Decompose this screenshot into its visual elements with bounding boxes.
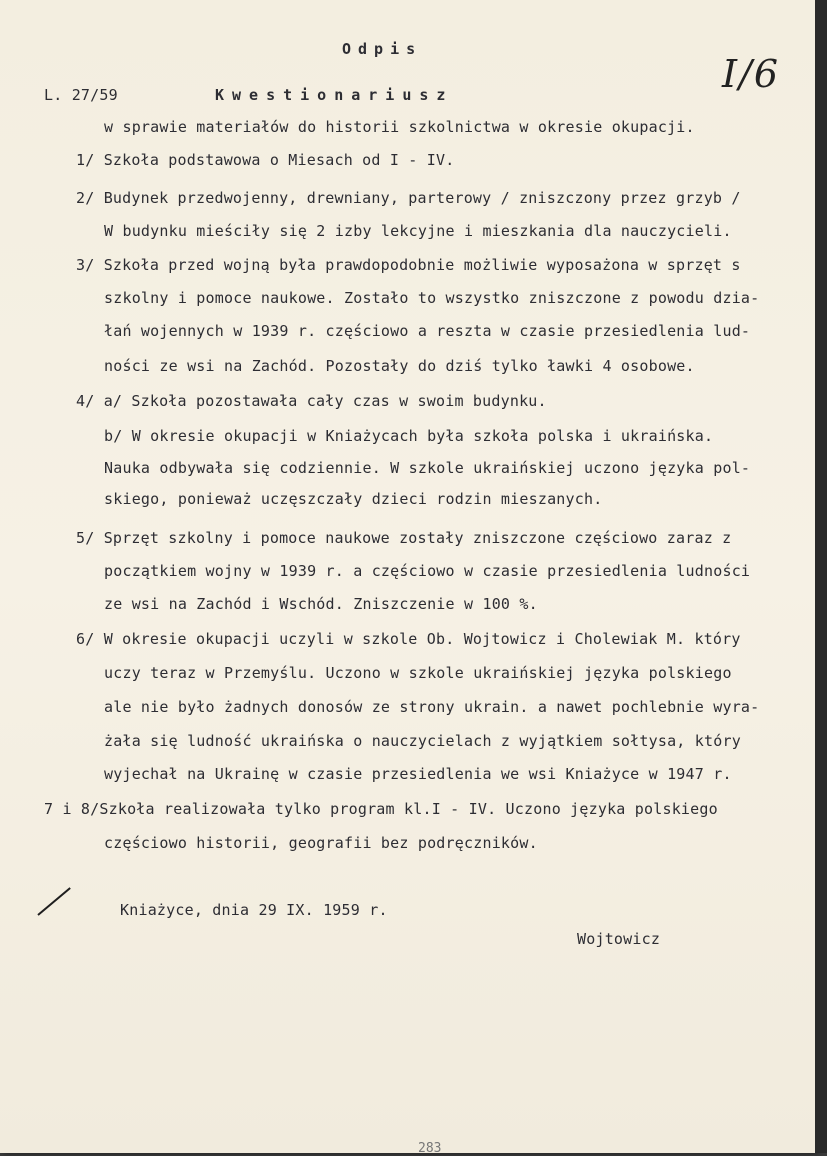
text-line: 1/ Szkoła podstawowa o Miesach od I - IV.	[76, 151, 455, 169]
document-title: Odpis	[342, 40, 423, 58]
date-line: Kniażyce, dnia 29 IX. 1959 r.	[120, 901, 388, 919]
text-line: skiego, ponieważ uczęszczały dzieci rodzin mieszanych.	[104, 490, 603, 508]
text-line: 6/ W okresie okupacji uczyli w szkole Ob. Wojtowicz i Cholewiak M. który	[76, 630, 741, 648]
text-line: b/ W okresie okupacji w Kniażycach była szkoła polska i ukraińska.	[104, 427, 714, 445]
handwritten-corner-mark: I/6	[722, 52, 780, 96]
text-line: Nauka odbywała się codziennie. W szkole ukraińskiej uczono języka pol-	[104, 459, 751, 477]
scan-edge	[815, 0, 827, 1153]
text-line: 3/ Szkoła przed wojną była prawdopodobnie możliwie wyposażona w sprzęt s	[76, 256, 741, 274]
text-line: uczy teraz w Przemyślu. Uczono w szkole ukraińskiej języka polskiego	[104, 664, 732, 682]
text-line: częściowo historii, geografii bez podręczników.	[104, 834, 538, 852]
text-line: początkiem wojny w 1939 r. a częściowo w czasie przesiedlenia ludności	[104, 562, 751, 580]
text-line: 5/ Sprzęt szkolny i pomoce naukowe zostały zniszczone częściowo zaraz z	[76, 529, 732, 547]
text-line: żała się ludność ukraińska o nauczycielach z wyjątkiem sołtysa, który	[104, 732, 741, 750]
text-line: 7 i 8/Szkoła realizowała tylko program kl.I - IV. Uczono języka polskiego	[44, 800, 718, 818]
text-line: ale nie było żadnych donosów ze strony ukrain. a nawet pochlebnie wyra-	[104, 698, 760, 716]
text-line: szkolny i pomoce naukowe. Zostało to wszystko zniszczone z powodu dzia-	[104, 289, 760, 307]
text-line: 4/ a/ Szkoła pozostawała cały czas w swoim budynku.	[76, 392, 547, 410]
text-line: łań wojennych w 1939 r. częściowo a reszta w czasie przesiedlenia lud-	[104, 322, 751, 340]
handwritten-slash-mark	[37, 887, 70, 916]
page-number: 283	[418, 1141, 442, 1156]
text-line: ności ze wsi na Zachód. Pozostały do dziś tylko ławki 4 osobowe.	[104, 357, 695, 375]
subtitle-line: w sprawie materiałów do historii szkolnictwa w okresie okupacji.	[104, 118, 695, 136]
reference-number: L. 27/59	[44, 86, 118, 104]
questionnaire-heading: Kwestionariusz	[215, 86, 454, 104]
text-line: 2/ Budynek przedwojenny, drewniany, parterowy / zniszczony przez grzyb /	[76, 189, 741, 207]
text-line: ze wsi na Zachód i Wschód. Zniszczenie w 100 %.	[104, 595, 538, 613]
signature: Wojtowicz	[577, 930, 661, 948]
text-line: wyjechał na Ukrainę w czasie przesiedlenia we wsi Kniażyce w 1947 r.	[104, 765, 732, 783]
text-line: W budynku mieściły się 2 izby lekcyjne i mieszkania dla nauczycieli.	[104, 222, 732, 240]
